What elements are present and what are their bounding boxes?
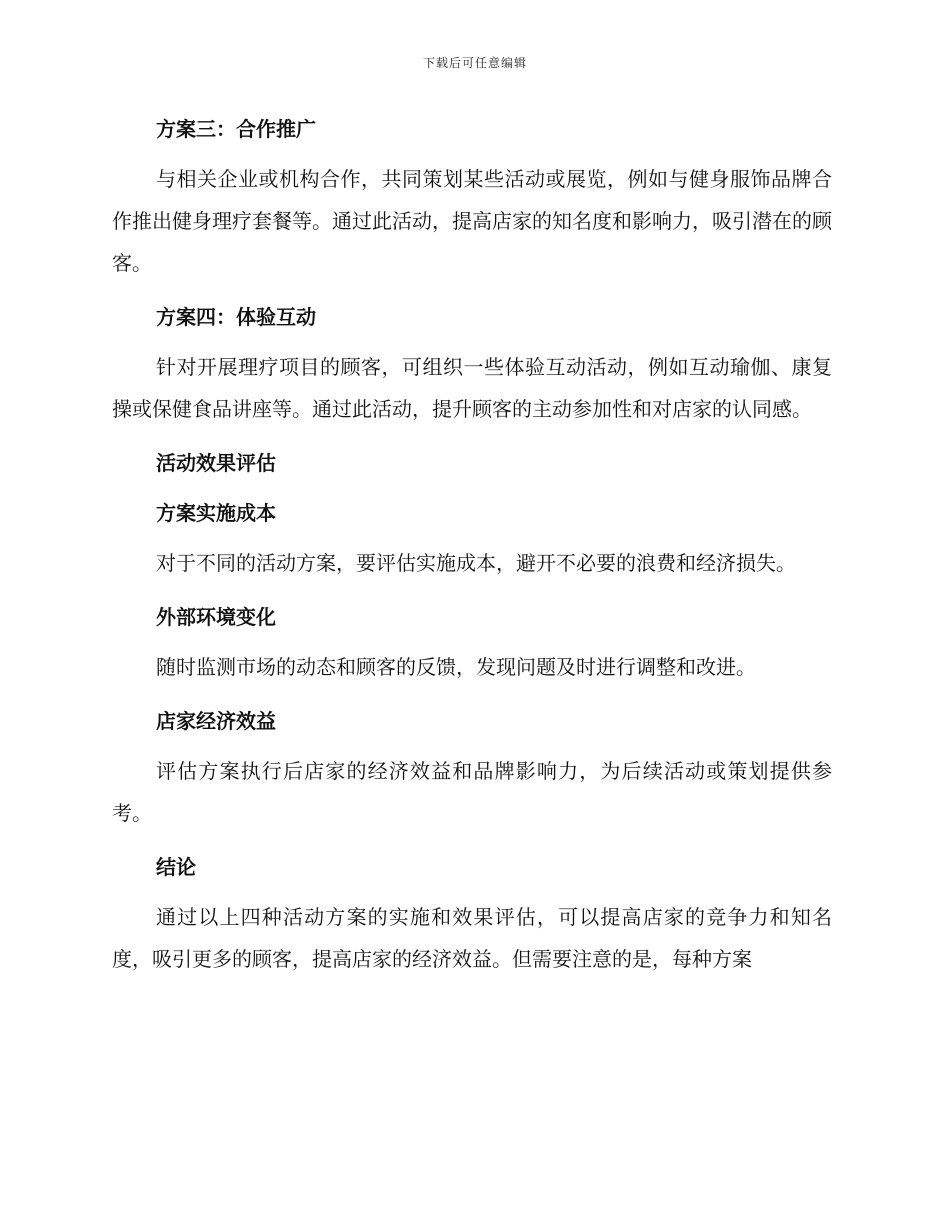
section-heading-economic-benefit: 店家经济效益: [156, 709, 276, 733]
page-header: 下载后可任意编辑: [422, 56, 527, 70]
paragraph-conclusion: 通过以上四种活动方案的实施和效果评估，可以提高店家的竞争力和知名度，吸引更多的顾客，提高店家的经济效益。但需要注意的是，每种方案: [112, 905, 832, 971]
section-heading-effect-evaluation: 活动效果评估: [156, 451, 276, 475]
section-heading-plan-four: 方案四：体验互动: [156, 305, 316, 329]
paragraph-external-environment: 随时监测市场的动态和顾客的反馈，发现问题及时进行调整和改进。: [156, 655, 756, 679]
section-heading-conclusion: 结论: [156, 855, 196, 879]
paragraph-plan-three: 与相关企业或机构合作，共同策划某些活动或展览，例如与健身服饰品牌合作推出健身理疗套餐等。通过此活动，提高店家的知名度和影响力，吸引潜在的顾客。: [112, 167, 832, 275]
paragraph-plan-four: 针对开展理疗项目的顾客，可组织一些体验互动活动，例如互动瑜伽、康复操或保健食品讲座等。通过此活动，提升顾客的主动参加性和对店家的认同感。: [112, 355, 832, 421]
paragraph-implementation-cost: 对于不同的活动方案，要评估实施成本，避开不必要的浪费和经济损失。: [156, 551, 796, 575]
document-body: [112, 112, 832, 980]
paragraph-economic-benefit: 评估方案执行后店家的经济效益和品牌影响力，为后续活动或策划提供参考。: [112, 759, 832, 825]
section-heading-external-environment: 外部环境变化: [156, 605, 276, 629]
section-heading-implementation-cost: 方案实施成本: [156, 501, 276, 525]
section-heading-plan-three: 方案三：合作推广: [156, 117, 316, 141]
